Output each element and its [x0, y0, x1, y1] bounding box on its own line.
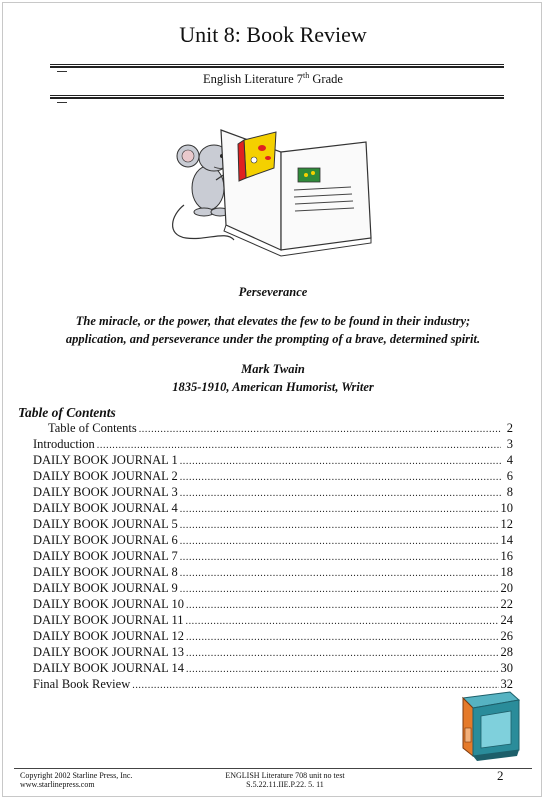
toc-leader-dots — [180, 502, 499, 518]
footer-course-codes — [210, 771, 360, 789]
toc-leader-dots — [180, 486, 501, 502]
rule-tick — [57, 102, 67, 103]
toc-entry-page: 8 — [506, 485, 513, 499]
toc-entry[interactable] — [33, 516, 513, 532]
toc-entry[interactable] — [33, 660, 513, 676]
toc-leader-dots — [180, 566, 499, 582]
bottom-rule — [50, 95, 504, 99]
toc-entry-page: 30 — [500, 661, 513, 675]
toc-entry[interactable] — [33, 580, 513, 596]
course-grade-sup: th — [303, 71, 310, 80]
toc-entry-label: DAILY BOOK JOURNAL 1 — [33, 453, 178, 467]
toc-entry[interactable] — [33, 548, 513, 564]
toc-entry[interactable] — [33, 420, 513, 436]
toc-entry-page: 28 — [500, 645, 513, 659]
course-name: English Literature 7 — [203, 72, 304, 87]
table-of-contents — [33, 420, 513, 692]
toc-entry-page: 26 — [500, 629, 513, 643]
course-subtitle — [0, 71, 546, 87]
toc-entry-label: DAILY BOOK JOURNAL 9 — [33, 581, 178, 595]
toc-entry-label: DAILY BOOK JOURNAL 6 — [33, 533, 178, 547]
toc-entry-page: 3 — [506, 437, 513, 451]
toc-leader-dots — [186, 646, 499, 662]
quote-line: application, and perseverance under the prompting of a brave, determined spirit. — [65, 332, 481, 346]
footer-copyright: Copyright 2002 Starline Press, Inc. — [20, 771, 133, 780]
toc-entry[interactable] — [33, 484, 513, 500]
page-number: 2 — [497, 768, 504, 783]
toc-entry-label: Introduction — [33, 437, 95, 451]
top-rule — [50, 64, 504, 68]
toc-entry[interactable] — [33, 596, 513, 612]
toc-entry-page: 32 — [500, 677, 513, 691]
toc-entry-page: 24 — [500, 613, 513, 627]
toc-leader-dots — [139, 422, 501, 438]
toc-entry-label: DAILY BOOK JOURNAL 10 — [33, 597, 184, 611]
toc-entry-label: Final Book Review — [33, 677, 131, 691]
toc-entry-label: DAILY BOOK JOURNAL 5 — [33, 517, 178, 531]
toc-entry[interactable] — [33, 468, 513, 484]
toc-leader-dots — [186, 630, 499, 646]
quote-line: The miracle, or the power, that elevates the few to be found in their industry; — [75, 314, 471, 328]
footer-course-code: ENGLISH Literature 708 unit no test — [225, 771, 345, 780]
toc-entry-page: 10 — [500, 501, 513, 515]
toc-entry-page: 6 — [506, 469, 513, 483]
toc-entry-page: 4 — [506, 453, 513, 467]
quote-author: Mark Twain — [241, 362, 305, 376]
toc-entry[interactable] — [33, 500, 513, 516]
toc-entry-label: DAILY BOOK JOURNAL 11 — [33, 613, 184, 627]
toc-entry-label: DAILY BOOK JOURNAL 3 — [33, 485, 178, 499]
toc-heading: Table of Contents — [18, 405, 116, 420]
toc-entry[interactable] — [33, 628, 513, 644]
toc-entry-page: 18 — [500, 565, 513, 579]
toc-entry[interactable] — [33, 564, 513, 580]
toc-entry-label: DAILY BOOK JOURNAL 2 — [33, 469, 178, 483]
toc-entry-label: DAILY BOOK JOURNAL 14 — [33, 661, 184, 675]
toc-entry-page: 16 — [500, 549, 513, 563]
toc-entry[interactable] — [33, 644, 513, 660]
quote-author-info: 1835-1910, American Humorist, Writer — [172, 380, 374, 394]
toc-leader-dots — [186, 662, 499, 678]
page-title: Unit 8: Book Review — [179, 22, 367, 47]
quote-text — [20, 312, 526, 348]
toc-leader-dots — [180, 470, 501, 486]
toc-leader-dots — [132, 678, 498, 694]
toc-entry[interactable] — [33, 676, 513, 692]
open-book-icon — [455, 690, 525, 762]
toc-entry-label: DAILY BOOK JOURNAL 8 — [33, 565, 178, 579]
toc-entry-page: 2 — [506, 421, 513, 435]
mouse-reading-book-illustration — [166, 110, 386, 260]
footer-rule — [14, 768, 532, 769]
toc-entry[interactable] — [33, 436, 513, 452]
toc-entry-label: DAILY BOOK JOURNAL 13 — [33, 645, 184, 659]
toc-leader-dots — [180, 582, 499, 598]
toc-entry-label: DAILY BOOK JOURNAL 12 — [33, 629, 184, 643]
toc-entry-page: 22 — [500, 597, 513, 611]
toc-entry-page: 14 — [500, 533, 513, 547]
quote-heading: Perseverance — [238, 285, 308, 299]
toc-entry-label: Table of Contents — [48, 421, 137, 435]
toc-entry-label: DAILY BOOK JOURNAL 4 — [33, 501, 178, 515]
toc-leader-dots — [186, 598, 499, 614]
quote-attribution — [0, 360, 546, 396]
toc-leader-dots — [180, 518, 499, 534]
toc-entry-page: 20 — [500, 581, 513, 595]
toc-entry-label: DAILY BOOK JOURNAL 7 — [33, 549, 178, 563]
toc-leader-dots — [185, 614, 498, 630]
course-suffix: Grade — [309, 72, 343, 87]
toc-leader-dots — [180, 550, 499, 566]
footer-standard-code: S.5.22.11.IIE.P.22. 5. 11 — [246, 780, 324, 789]
footer-website-link[interactable]: www.starlinepress.com — [20, 780, 95, 789]
toc-entry[interactable] — [33, 612, 513, 628]
toc-leader-dots — [180, 454, 501, 470]
toc-entry[interactable] — [33, 532, 513, 548]
footer-publisher — [20, 771, 132, 789]
toc-entry-page: 12 — [500, 517, 513, 531]
toc-entry[interactable] — [33, 452, 513, 468]
toc-leader-dots — [180, 534, 499, 550]
